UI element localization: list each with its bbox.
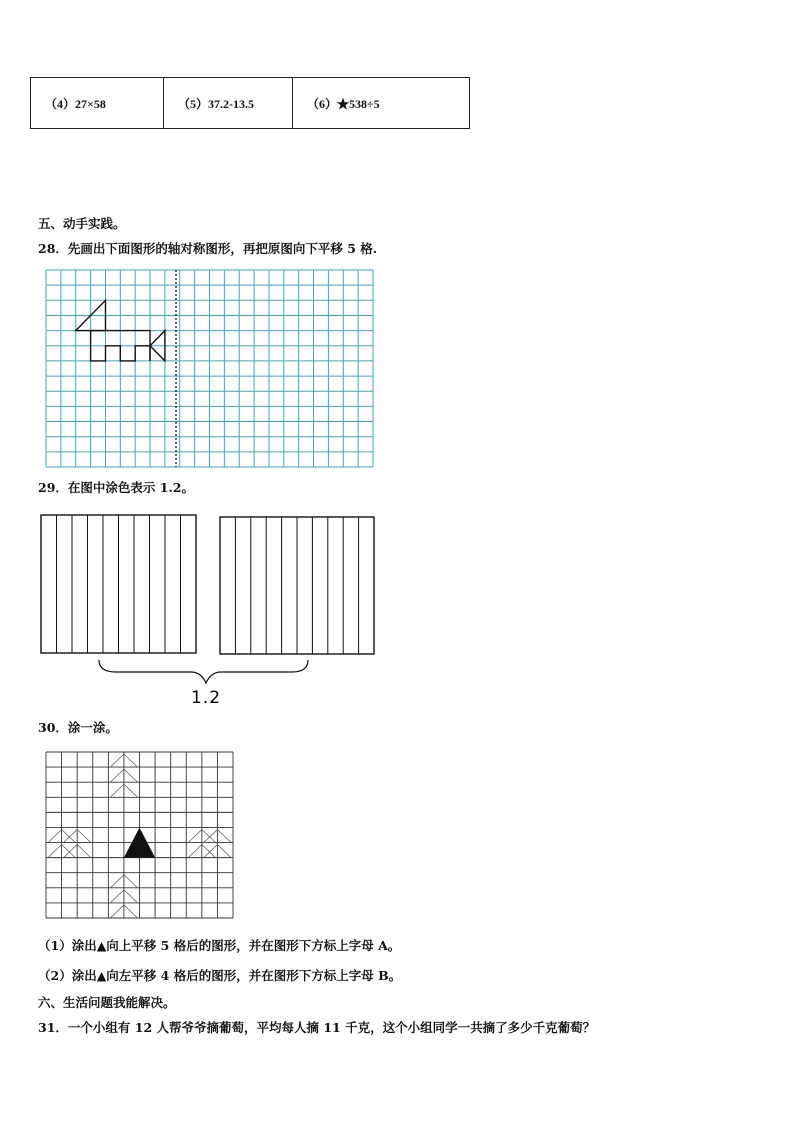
question-31: 31．一个小组有 12 人帮爷爷摘葡萄，平均每人摘 11 千克，这个小组同学一共摘了多少千克葡萄？ — [38, 1020, 596, 1035]
question-29: 29．在图中涂色表示 1.2。 — [38, 480, 194, 495]
decimal-strips-figure — [36, 512, 381, 717]
calc-cell-6: （6）★538÷5 — [293, 78, 470, 129]
section-5-title: 五、动手实践。 — [38, 216, 126, 231]
translation-grid — [46, 752, 236, 920]
question-28: 28．先画出下面图形的轴对称图形，再把原图向下平移 5 格. — [38, 241, 378, 256]
question-30-part-2: （2）涂出▲向左平移 4 格后的图形，并在图形下方标上字母 B。 — [38, 968, 402, 983]
section-6-title: 六、生活问题我能解决。 — [38, 995, 176, 1010]
question-30-part-1: （1）涂出▲向上平移 5 格后的图形，并在图形下方标上字母 A。 — [38, 938, 401, 953]
symmetry-grid — [46, 270, 373, 467]
calc-table — [30, 77, 470, 129]
brace-bracket — [99, 660, 308, 683]
question-30: 30．涂一涂。 — [38, 720, 118, 735]
calc-cell-5: （5）37.2-13.5 — [164, 78, 293, 129]
brace-label: 1.2 — [190, 688, 222, 708]
calc-cell-4: （4）27×58 — [31, 78, 164, 129]
